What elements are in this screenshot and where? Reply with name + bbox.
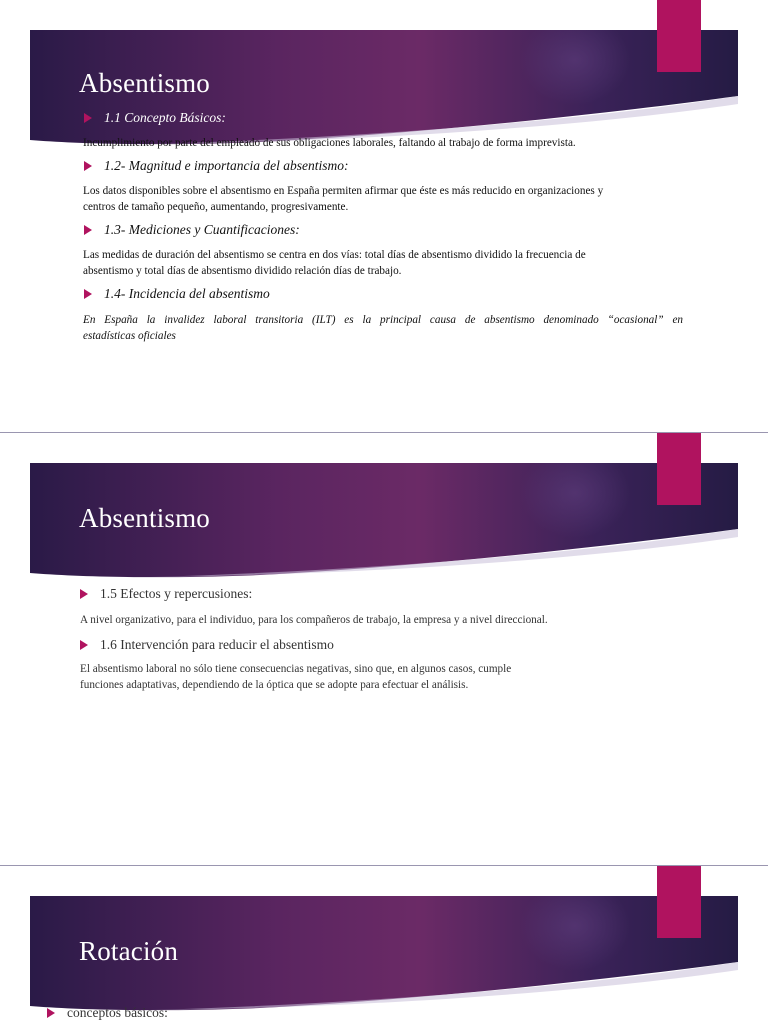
- bullet-heading: conceptos básicos:: [67, 1005, 168, 1020]
- bullet-item: [47, 1005, 168, 1021]
- paragraph-line: centros de tamaño pequeño, aumentando, progresivamente.: [83, 201, 349, 213]
- bullet-arrow-icon: [84, 225, 92, 235]
- paragraph-line: estadísticas oficiales: [83, 330, 176, 342]
- paragraph-line: Las medidas de duración del absentismo se centra en dos vías: total días de absentismo dividido la frecuencia de: [83, 249, 586, 261]
- paragraph-line: El absentismo laboral no sólo tiene consecuencias negativas, sino que, en algunos casos, cumple: [80, 663, 512, 675]
- bullet-item: [80, 637, 334, 653]
- bullet-item: [84, 286, 270, 302]
- slide-title: Absentismo: [79, 68, 211, 98]
- bullet-arrow-icon: [84, 113, 92, 123]
- bullet-item: [84, 158, 348, 174]
- bullet-arrow-icon: [84, 161, 92, 171]
- paragraph-line: Los datos disponibles sobre el absentismo en España permiten afirmar que éste es más reducido en organizaciones y: [83, 185, 604, 197]
- paragraph: [80, 661, 700, 693]
- slide-title: Absentismo: [79, 503, 211, 533]
- bullet-item: [84, 110, 226, 126]
- slide-title: Rotación: [79, 936, 179, 966]
- paragraph: A nivel organizativo, para el individuo, para los compañeros de trabajo, la empresa y a nivel direccional.: [80, 614, 548, 626]
- paragraph-line: absentismo y total días de absentismo dividido relación días de trabajo.: [83, 265, 402, 277]
- paragraph-line: En España la invalidez laboral transitoria (ILT) es la principal causa de absentismo denominado “ocasional” en: [83, 314, 683, 326]
- bullet-heading: 1.5 Efectos y repercusiones:: [100, 586, 253, 601]
- paragraph: [83, 183, 703, 215]
- bullet-arrow-icon: [80, 589, 88, 599]
- bullet-item: [80, 586, 252, 602]
- slide-1: [0, 0, 768, 432]
- bullet-heading: 1.1 Concepto Básicos:: [104, 110, 226, 125]
- bullet-item: [84, 222, 300, 238]
- bullet-heading: 1.4- Incidencia del absentismo: [104, 286, 270, 301]
- bullet-heading: 1.2- Magnitud e importancia del absentismo:: [104, 158, 349, 173]
- paragraph-line: funciones adaptativas, dependiendo de la óptica que se adopte para efectuar el análisis.: [80, 679, 469, 691]
- paragraph: [83, 247, 703, 279]
- bullet-heading: 1.3- Mediciones y Cuantificaciones:: [104, 222, 300, 237]
- accent-tab: [657, 0, 701, 72]
- accent-tab: [657, 866, 701, 938]
- paragraph: [83, 312, 683, 344]
- paragraph: Incumplimiento por parte del empleado de sus obligaciones laborales, faltando al trabajo de forma imprevista.: [83, 137, 576, 149]
- slide-3: [0, 866, 768, 1024]
- bullet-arrow-icon: [84, 289, 92, 299]
- bullet-arrow-icon: [47, 1008, 55, 1018]
- slide-2: [0, 433, 768, 865]
- bullet-heading: 1.6 Intervención para reducir el absentismo: [100, 637, 334, 652]
- bullet-arrow-icon: [80, 640, 88, 650]
- accent-tab: [657, 433, 701, 505]
